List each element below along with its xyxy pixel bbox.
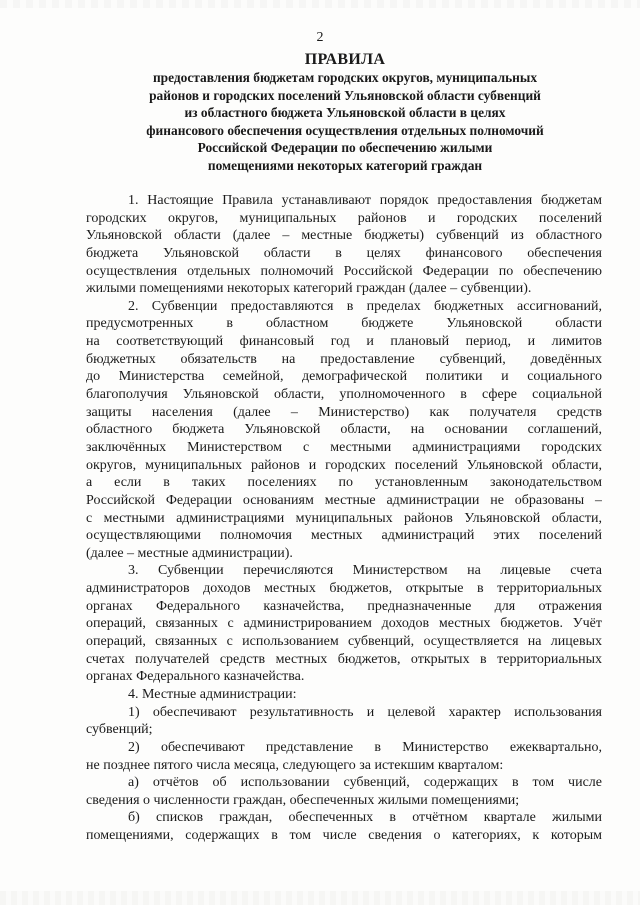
item-2-line: не позднее пятого числа месяца, следующего за истекшим кварталом: <box>86 757 504 773</box>
paragraph-1-line: 1. Настоящие Правила устанавливают порядок предоставления бюджетам <box>128 193 602 208</box>
paragraph-2-line: округов, муниципальных районов и городских поселений Ульяновской области, <box>86 457 602 473</box>
subtitle-line: предоставления бюджетам городских округов, муниципальных <box>152 70 538 85</box>
item-1-line: субвенций; <box>86 722 153 738</box>
paragraph-2-line: осуществляющими полномочия местных администраций этих поселений <box>86 528 602 544</box>
paragraph-1-line: жилыми помещениями некоторых категорий граждан (далее – субвенции). <box>86 281 532 297</box>
paragraph-1-line: городских округов, муниципальных районов и городских поселений <box>86 210 602 226</box>
paragraph-2-line: областного бюджета Ульяновской области, на основании соглашений, <box>86 422 602 438</box>
paragraph-2-line: предусмотренных в областном бюджете Ульяновской области <box>86 316 602 332</box>
subitem-a-line: а) отчётов об использовании субвенций, содержащих в том числе <box>128 775 602 791</box>
document-title: ПРАВИЛА <box>304 51 386 68</box>
subtitle-line: районов и городских поселений Ульяновской области субвенций <box>149 87 541 103</box>
item-1-line: 1) обеспечивают результативность и целевой характер использования <box>128 704 602 720</box>
document-body <box>86 192 602 845</box>
scan-top-edge <box>0 0 640 8</box>
paragraph-1-line: осуществления отдельных полномочий Российской Федерации по обеспечению <box>86 263 602 279</box>
subtitle-line: Российской Федерации по обеспечению жилыми <box>197 140 493 156</box>
subitem-a-line: сведения о численности граждан, обеспеченных жилыми помещениями; <box>86 792 520 808</box>
paragraph-2-line: (далее – местные администрации). <box>86 545 293 561</box>
paragraph-1-line: бюджета Ульяновской области в целях финансового обеспечения <box>86 245 602 261</box>
paragraph-4-line: 4. Местные администрации: <box>128 686 297 702</box>
paragraph-3-line: 3. Субвенции перечисляются Министерством на лицевые счета <box>128 563 602 579</box>
page-number: 2 <box>316 30 324 45</box>
paragraph-2-line: бюджетных обязательств на предоставление субвенций, доведённых <box>86 351 602 367</box>
paragraph-2-line: с местными администрациями муниципальных районов Ульяновской области, <box>86 510 602 526</box>
scan-bottom-edge <box>0 891 640 905</box>
subtitle-line: помещениями некоторых категорий граждан <box>207 157 483 173</box>
paragraph-3-line: органах Федерального казначейства. <box>86 669 305 685</box>
paragraph-2-line: а если в таких поселениях по установленным законодательством <box>86 475 602 491</box>
paragraph-3-line: органах Федерального казначейства, предназначенные для отражения <box>86 598 602 614</box>
title-block <box>100 50 590 175</box>
paragraph-2-line: заключённых Министерством с местными администрациями городских <box>86 439 602 455</box>
paragraph-2-line: на соответствующий финансовый год и плановый период, и лимитов <box>86 334 602 350</box>
paragraph-3-line: операций, связанных с администрированием доходов местных бюджетов. Учёт <box>86 616 602 632</box>
paragraph-3-line: счетах получателей средств местных бюджетов, открытых в территориальных <box>86 651 602 667</box>
paragraph-3-line: администраторов доходов местных бюджетов, открытые в территориальных <box>86 581 602 597</box>
item-2-line: 2) обеспечивают представление в Министерство ежеквартально, <box>128 739 602 755</box>
paragraph-2-line: до Министерства семейной, демографической политики и социального <box>86 369 602 385</box>
subitem-b-line: б) списков граждан, обеспеченных в отчётном квартале жилыми <box>128 810 602 826</box>
paragraph-3-line: операций, связанных с использованием субвенций, осуществляется на лицевых <box>86 634 602 650</box>
paragraph-2-line: Российской Федерации основаниям местные администрации не образованы – <box>86 492 602 508</box>
subtitle-line: финансового обеспечения осуществления отдельных полномочий <box>146 122 544 138</box>
paragraph-1-line: Ульяновской области (далее – местные бюджеты) субвенций из областного <box>86 228 602 244</box>
paragraph-2-line: благополучия Ульяновской области, уполномоченного в сфере социальной <box>86 387 602 403</box>
subtitle-line: из областного бюджета Ульяновской области в целях <box>184 105 506 121</box>
paragraph-2-line: 2. Субвенции предоставляются в пределах бюджетных ассигнований, <box>128 298 602 314</box>
subitem-b-line: помещениями, содержащих в том числе сведения о категориях, к которым <box>86 828 602 844</box>
paragraph-2-line: защиты населения (далее – Министерство) как получателя средств <box>86 404 602 420</box>
